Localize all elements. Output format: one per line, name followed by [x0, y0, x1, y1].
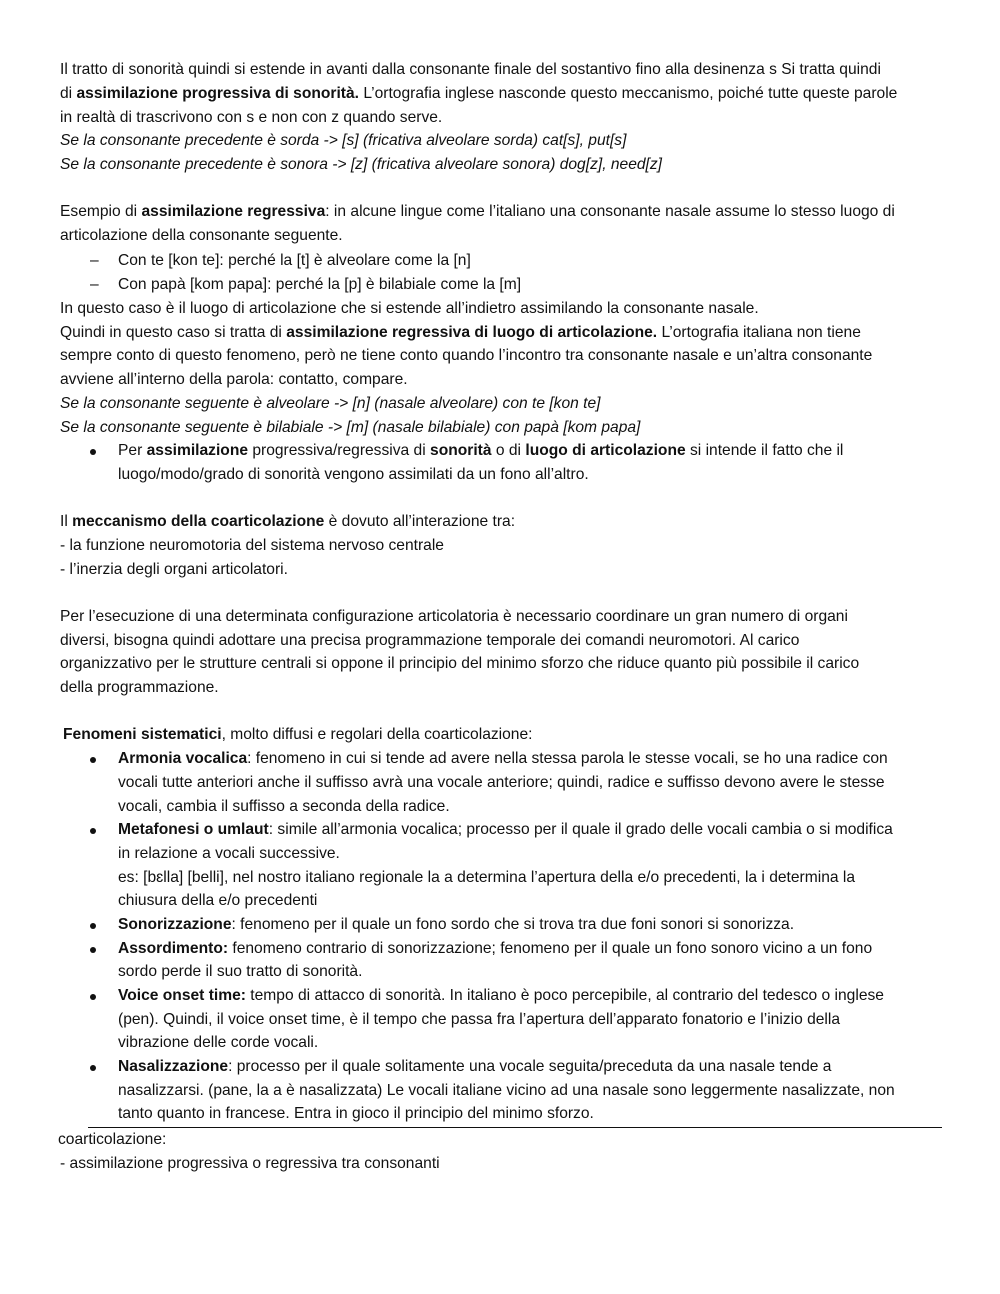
bullet-item-continuation: luogo/modo/grado di sonorità vengono assimilati da un fono all’altro. [118, 466, 589, 483]
bullet-item-continuation: vocali tutte anteriori anche il suffisso avrà una vocale anteriore; quindi, radice e suffisso devono avere le stesse [118, 774, 885, 791]
text-line: - l’inerzia degli organi articolatori. [60, 561, 288, 578]
text-line: In questo caso è il luogo di articolazione che si estende all’indietro assimilando la consonante nasale. [60, 300, 759, 317]
bullet-item [118, 1057, 831, 1077]
bullet-item-continuation: nasalizzarsi. (pane, la a è nasalizzata) Le vocali italiane vicino ad una nasale sono leggermente nasalizzate, non [118, 1082, 895, 1099]
dash-list-item: Con te [kon te]: perché la [t] è alveolare come la [n] [118, 252, 471, 269]
text-run: Esempio di [60, 203, 142, 220]
text-line: Per l’esecuzione di una determinata configurazione articolatoria è necessario coordinare un gran numero di organi [60, 608, 848, 625]
text-run: progressiva/regressiva di [248, 442, 431, 459]
text-line: Il tratto di sonorità quindi si estende in avanti dalla consonante finale del sostantivo fino alla desinenza s Si tratta quindi [60, 61, 881, 78]
italic-line: Se la consonante seguente è bilabiale -> [m] (nasale bilabiale) con papà [kom papa] [60, 419, 641, 436]
bold-term: assimilazione [146, 442, 249, 459]
bullet-item [118, 749, 888, 769]
bullet-item-continuation: vibrazione delle corde vocali. [118, 1034, 319, 1051]
bullet-item [118, 441, 843, 461]
text-line: - assimilazione progressiva o regressiva tra consonanti [60, 1155, 440, 1172]
bullet-item [118, 915, 794, 935]
text-run: L’ortografia inglese nasconde questo meccanismo, poiché tutte queste parole [359, 85, 898, 102]
text-run: si intende il fatto che il [685, 442, 844, 459]
text-line: articolazione della consonante seguente. [60, 227, 343, 244]
bold-term: assimilazione regressiva [141, 203, 326, 220]
text-run: : processo per il quale solitamente una vocale seguita/preceduta da una nasale tende a [228, 1058, 832, 1075]
italic-line: Se la consonante precedente è sorda -> [s] (fricativa alveolare sorda) cat[s], put[s] [60, 132, 627, 149]
text-run: fenomeno contrario di sonorizzazione; fenomeno per il quale un fono sonoro vicino a un fono [228, 940, 873, 957]
text-line [60, 323, 861, 343]
bold-term: Sonorizzazione [118, 916, 232, 933]
italic-line: Se la consonante precedente è sonora -> [z] (fricativa alveolare sonora) dog[z], need[z] [60, 156, 663, 173]
text-line [60, 84, 897, 104]
text-run: : simile all’armonia vocalica; processo per il quale il grado delle vocali cambia o si modifica [268, 821, 893, 838]
italic-line: Se la consonante seguente è alveolare -> [n] (nasale alveolare) con te [kon te] [60, 395, 601, 412]
bullet-marker [90, 441, 96, 455]
bullet-marker [90, 1057, 96, 1071]
bold-term: sonorità [430, 442, 492, 459]
bullet-item-continuation: chiusura della e/o precedenti [118, 892, 318, 909]
bullet-item-continuation: tanto quanto in francese. Entra in gioco il principio del minimo sforzo. [118, 1105, 594, 1122]
text-line [60, 512, 515, 532]
horizontal-rule [88, 1127, 942, 1128]
bullet-marker [90, 820, 96, 834]
text-line: coarticolazione: [58, 1131, 167, 1148]
bullet-item [118, 986, 884, 1006]
text-line: - la funzione neuromotoria del sistema nervoso centrale [60, 537, 444, 554]
bullet-item [118, 939, 872, 959]
dash-marker: – [90, 276, 99, 293]
bullet-item-continuation: es: [bɛlla] [belli], nel nostro italiano regionale la a determina l’apertura della e/o precedenti, la i determina la [118, 869, 856, 886]
bullet-item-continuation: in relazione a vocali successive. [118, 845, 340, 862]
bold-term: Nasalizzazione [118, 1058, 229, 1075]
text-line [60, 202, 895, 222]
text-line: diversi, bisogna quindi adottare una precisa programmazione temporale dei comandi neuromotori. Al carico [60, 632, 800, 649]
bullet-marker [90, 986, 96, 1000]
text-run: , molto diffusi e regolari della coarticolazione: [221, 726, 533, 743]
text-run: : fenomeno per il quale un fono sordo che si trova tra due foni sonori si sonorizza. [231, 916, 795, 933]
bullet-marker [90, 915, 96, 929]
text-run: : in alcune lingue come l’italiano una consonante nasale assume lo stesso luogo di [325, 203, 895, 220]
text-line: organizzativo per le strutture centrali si oppone il principio del minimo sforzo che riduce quanto più possibile il carico [60, 655, 860, 672]
bold-term: meccanismo della coarticolazione [72, 513, 325, 530]
text-run: Il [60, 513, 73, 530]
text-run: è dovuto all’interazione tra: [324, 513, 516, 530]
bullet-item-continuation: (pen). Quindi, il voice onset time, è il tempo che passa fra l’apertura dell’apparato fonatorio e l’inizio della [118, 1011, 841, 1028]
text-run: L’ortografia italiana non tiene [657, 324, 861, 341]
bold-term: Metafonesi o umlaut [118, 821, 269, 838]
text-line: sempre conto di questo fenomeno, però ne tiene conto quando l’incontro tra consonante nasale e un’altra consonante [60, 347, 873, 364]
text-line: della programmazione. [60, 679, 219, 696]
bold-term: Assordimento: [118, 940, 229, 957]
text-run: Quindi in questo caso si tratta di [60, 324, 287, 341]
bold-term: luogo di articolazione [525, 442, 686, 459]
section-heading-line [63, 725, 532, 745]
text-line: avviene all’interno della parola: contatto, compare. [60, 371, 408, 388]
bullet-marker [90, 749, 96, 763]
text-run: : fenomeno in cui si tende ad avere nella stessa parola le stesse vocali, se ho una radice con [247, 750, 888, 767]
bullet-item-continuation: sordo perde il suo tratto di sonorità. [118, 963, 363, 980]
bullet-item-continuation: vocali, cambia il suffisso a seconda della radice. [118, 798, 450, 815]
text-run: tempo di attacco di sonorità. In italiano è poco percepibile, al contrario del tedesco o inglese [245, 987, 884, 1004]
bold-term: Fenomeni sistematici [63, 726, 222, 743]
bold-term: Voice onset time: [118, 987, 246, 1004]
text-run: Per [118, 442, 147, 459]
text-run: o di [491, 442, 526, 459]
bullet-item [118, 820, 893, 840]
bold-term: assimilazione regressiva di luogo di articolazione. [286, 324, 658, 341]
bullet-marker [90, 939, 96, 953]
bold-term: Armonia vocalica [118, 750, 248, 767]
dash-marker: – [90, 252, 99, 269]
text-run: di [60, 85, 77, 102]
dash-list-item: Con papà [kom papa]: perché la [p] è bilabiale come la [m] [118, 276, 522, 293]
bold-term: assimilazione progressiva di sonorità. [76, 85, 359, 102]
text-line: in realtà di trascrivono con s e non con z quando serve. [60, 109, 443, 126]
